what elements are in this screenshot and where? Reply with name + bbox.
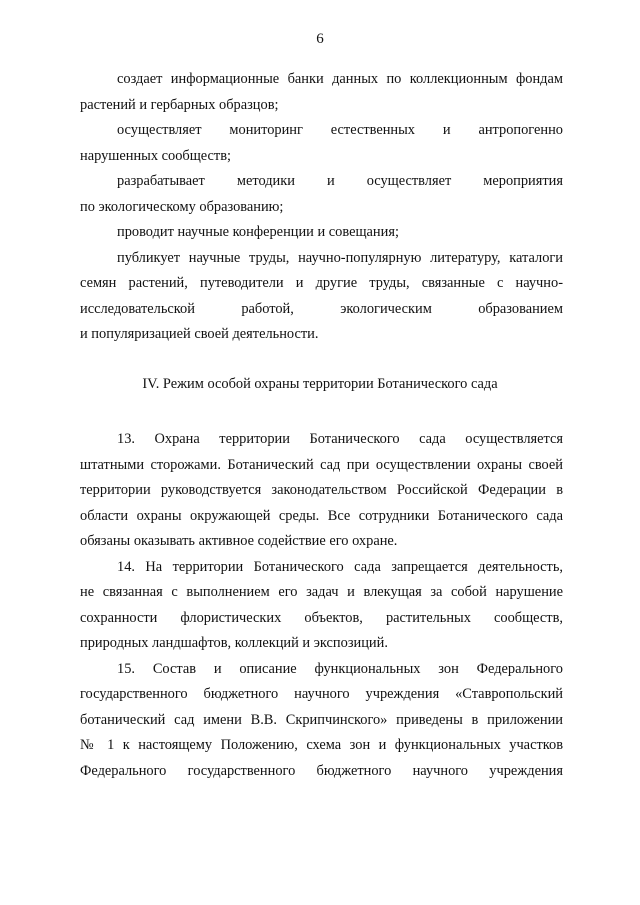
text-line: обязаны оказывать активное содействие его охране. (80, 533, 398, 549)
text-line: штатными сторожами. Ботанический сад при осуществлении охраны своей (80, 456, 563, 473)
text-line: нарушенных сообществ; (80, 147, 232, 164)
text-line: Федерального государственного бюджетного научного учреждения (80, 762, 563, 779)
text-line: 15. Состав и описание функциональных зон Федерального (117, 660, 563, 677)
text-line: № 1 к настоящему Положению, схема зон и функциональных участков (80, 737, 563, 753)
text-line: проводит научные конференции и совещания; (117, 224, 399, 240)
text-line: ботанический сад имени В.В. Скрипчинского» приведены в приложении (80, 711, 563, 728)
text-line: разрабатывает методики и осуществляет мероприятия (117, 173, 563, 189)
text-line: по экологическому образованию; (80, 198, 284, 215)
text-line: области охраны окружающей среды. Все сотрудники Ботанического сада (80, 507, 563, 524)
clauses-section (80, 427, 563, 784)
text-line: сохранности флористических объектов, растительных сообществ, (80, 609, 563, 626)
text-line: исследовательской работой, экологическим образованием (80, 300, 563, 317)
text-line: природных ландшафтов, коллекций и экспозиций. (80, 635, 388, 651)
text-line: 13. Охрана территории Ботанического сада осуществляется (117, 431, 563, 447)
page-number: 6 (316, 31, 324, 47)
section-heading: IV. Режим особой охраны территории Ботанического сада (142, 376, 498, 392)
text-line: публикует научные труды, научно-популярную литературу, каталоги (117, 249, 563, 266)
text-line: создает информационные банки данных по коллекционным фондам (117, 71, 563, 87)
text-line: государственного бюджетного научного учреждения «Ставропольский (80, 686, 563, 702)
text-line: 14. На территории Ботанического сада запрещается деятельность, (117, 558, 563, 575)
text-line: растений и гербарных образцов; (80, 96, 279, 113)
activities-list (80, 67, 563, 348)
text-line: не связанная с выполнением его задач и влекущая за собой нарушение (80, 584, 563, 600)
text-line: и популяризацией своей деятельности. (80, 326, 319, 342)
text-line: территории руководствуется законодательством Российской Федерации в (80, 482, 563, 498)
text-line: осуществляет мониторинг естественных и антропогенно (117, 122, 563, 138)
text-line: семян растений, путеводители и другие труды, связанные с научно- (80, 275, 563, 291)
